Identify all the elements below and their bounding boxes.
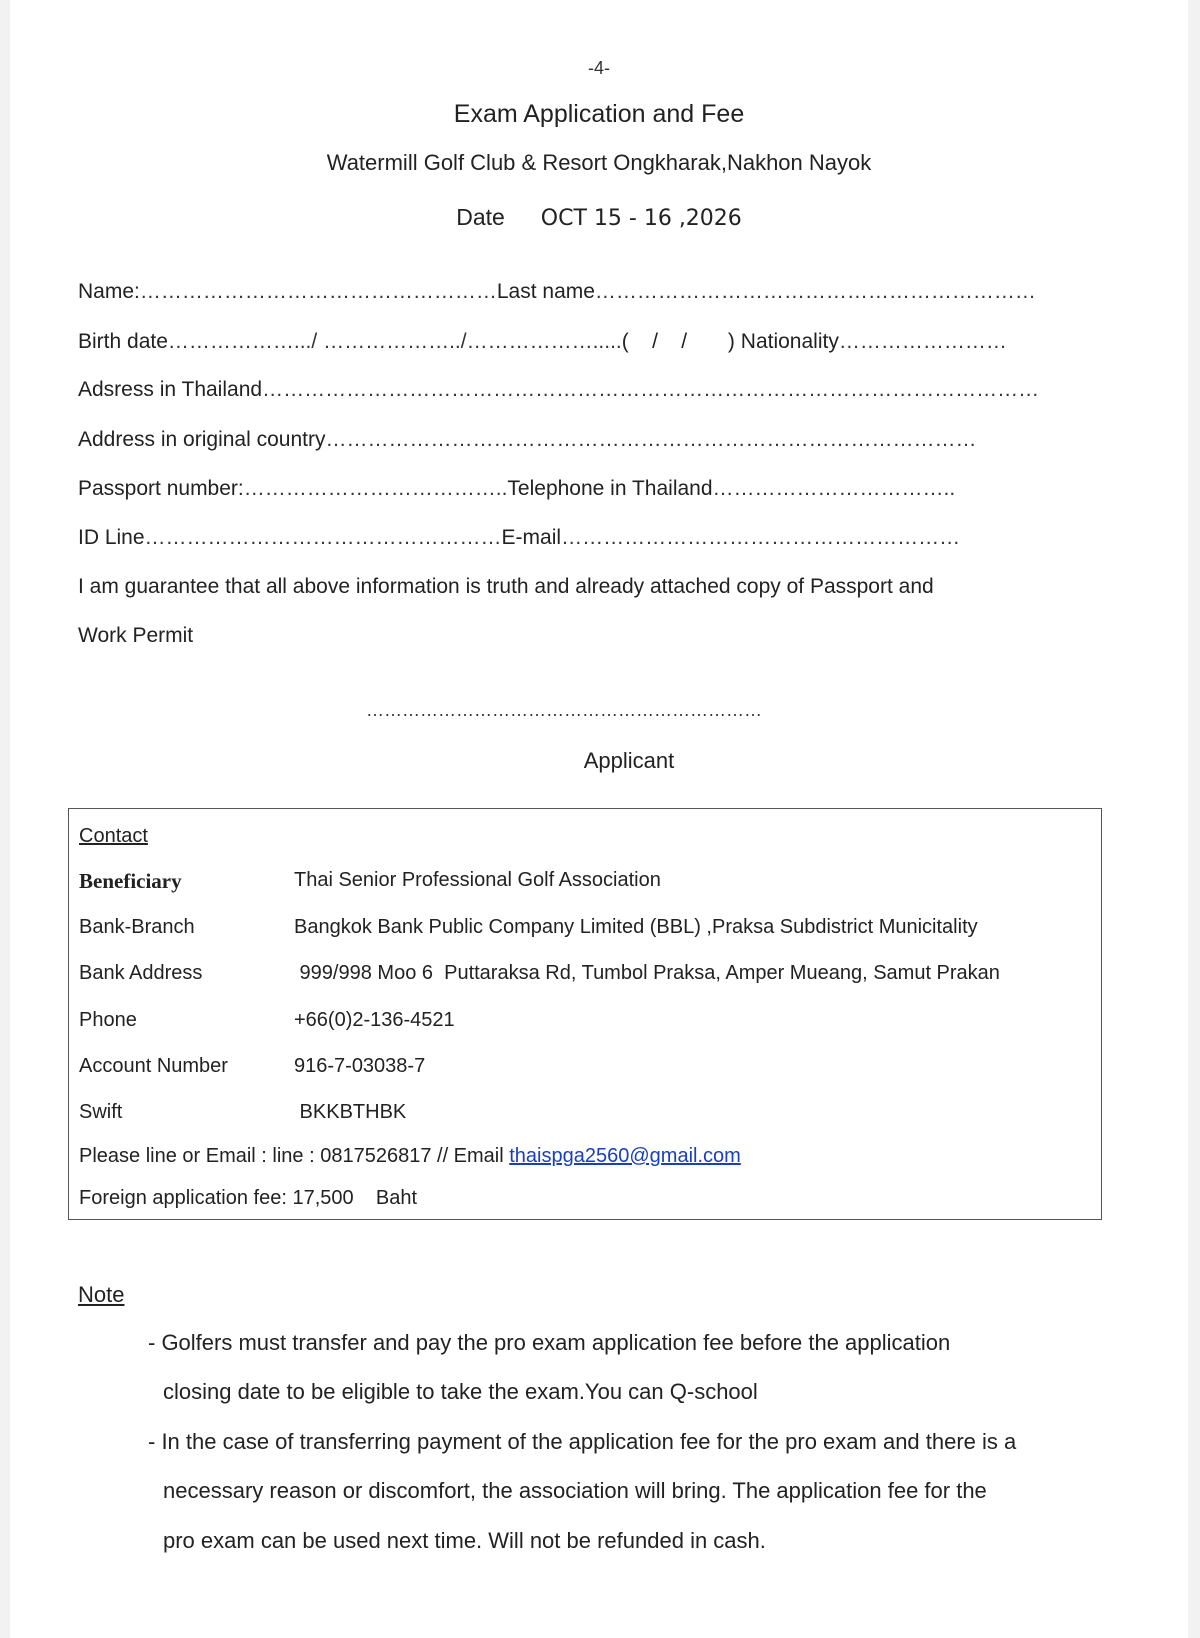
email-label: E-mail <box>501 526 562 549</box>
last-name-label: Last name <box>496 280 595 303</box>
telephone-field[interactable]: …………………………….. <box>712 477 956 500</box>
last-name-field[interactable]: ……………………………………………………… <box>594 280 1036 303</box>
venue-line: Watermill Golf Club & Resort Ongkharak,Nakhon Nayok <box>326 150 872 175</box>
swift-value: BKKBTHBK <box>294 1101 407 1123</box>
birth-date-label: Birth date <box>78 330 168 353</box>
beneficiary-value: Thai Senior Professional Golf Association <box>294 869 661 891</box>
id-line-row <box>78 526 960 550</box>
email-link[interactable]: thaispga2560@gmail.com <box>509 1145 741 1167</box>
name-label: Name: <box>78 280 140 303</box>
contact-box <box>68 808 1102 1220</box>
note-line-4: necessary reason or discomfort, the association will bring. The application fee for the <box>163 1478 987 1503</box>
passport-label: Passport number: <box>78 477 244 500</box>
bank-address-value: 999/998 Moo 6 Puttaraksa Rd, Tumbol Praksa, Amper Mueang, Samut Prakan <box>294 962 1000 984</box>
line-email-row <box>79 1145 741 1168</box>
birth-date-paren: ( / / ) <box>621 330 735 353</box>
nationality-field[interactable]: …………………… <box>838 330 1007 353</box>
passport-field[interactable]: ……………………………….. <box>243 477 508 500</box>
address-original-field[interactable]: ………………………………………………………………………………… <box>325 428 977 451</box>
id-line-label: ID Line <box>78 526 145 549</box>
guarantee-text-2: Work Permit <box>78 624 194 647</box>
guarantee-text-1: I am guarantee that all above information is truth and already attached copy of Passport and <box>78 575 934 598</box>
date-label: Date <box>456 204 505 230</box>
applicant-label: Applicant <box>583 748 675 773</box>
date-value: OCT 15 - 16 ,2026 <box>540 206 742 231</box>
name-line <box>78 280 1036 304</box>
account-number-label: Account Number <box>79 1055 228 1077</box>
birth-date-field[interactable]: ……………….../ ………………../………………..... <box>167 330 622 353</box>
phone-value: +66(0)2-136-4521 <box>294 1009 455 1031</box>
note-line-2: closing date to be eligible to take the exam.You can Q-school <box>163 1379 758 1404</box>
note-line-3: - In the case of transferring payment of the application fee for the pro exam and there is a <box>148 1429 1017 1454</box>
nationality-label: Nationality <box>740 330 839 353</box>
phone-label: Phone <box>79 1009 137 1031</box>
telephone-label: Telephone in Thailand <box>507 477 713 500</box>
bank-branch-value: Bangkok Bank Public Company Limited (BBL) ,Praksa Subdistrict Municitality <box>294 916 978 938</box>
account-number-value: 916-7-03038-7 <box>294 1055 426 1077</box>
beneficiary-label: Beneficiary <box>79 869 182 893</box>
contact-heading: Contact <box>79 825 148 847</box>
application-fee: Foreign application fee: 17,500 Baht <box>79 1187 418 1209</box>
address-thailand-line <box>78 378 1039 402</box>
email-field[interactable]: ………………………………………………… <box>561 526 961 549</box>
passport-line <box>78 477 955 501</box>
address-thailand-label: Adsress in Thailand <box>78 378 263 401</box>
address-thailand-field[interactable]: ………………………………………………………………………………………………… <box>262 378 1040 401</box>
signature-line[interactable]: ………………………………………………………… <box>366 700 762 720</box>
name-field[interactable]: …………………………………………… <box>139 280 497 303</box>
address-original-label: Address in original country <box>78 428 326 451</box>
document-page <box>10 0 1188 1638</box>
document-title: Exam Application and Fee <box>453 100 745 128</box>
note-line-1: - Golfers must transfer and pay the pro exam application fee before the application <box>148 1330 951 1355</box>
note-heading: Note <box>78 1282 125 1307</box>
swift-label: Swift <box>79 1101 123 1123</box>
line-email-text: Please line or Email : line : 0817526817 // Email <box>79 1145 510 1167</box>
address-original-line <box>78 428 976 452</box>
exam-date <box>10 204 1188 231</box>
bank-branch-label: Bank-Branch <box>79 916 195 938</box>
id-line-field[interactable]: …………………………………………… <box>144 526 502 549</box>
birth-date-line <box>78 330 1007 354</box>
bank-address-label: Bank Address <box>79 962 203 984</box>
note-line-5: pro exam can be used next time. Will not be refunded in cash. <box>163 1528 766 1553</box>
page-number: -4- <box>588 58 610 78</box>
